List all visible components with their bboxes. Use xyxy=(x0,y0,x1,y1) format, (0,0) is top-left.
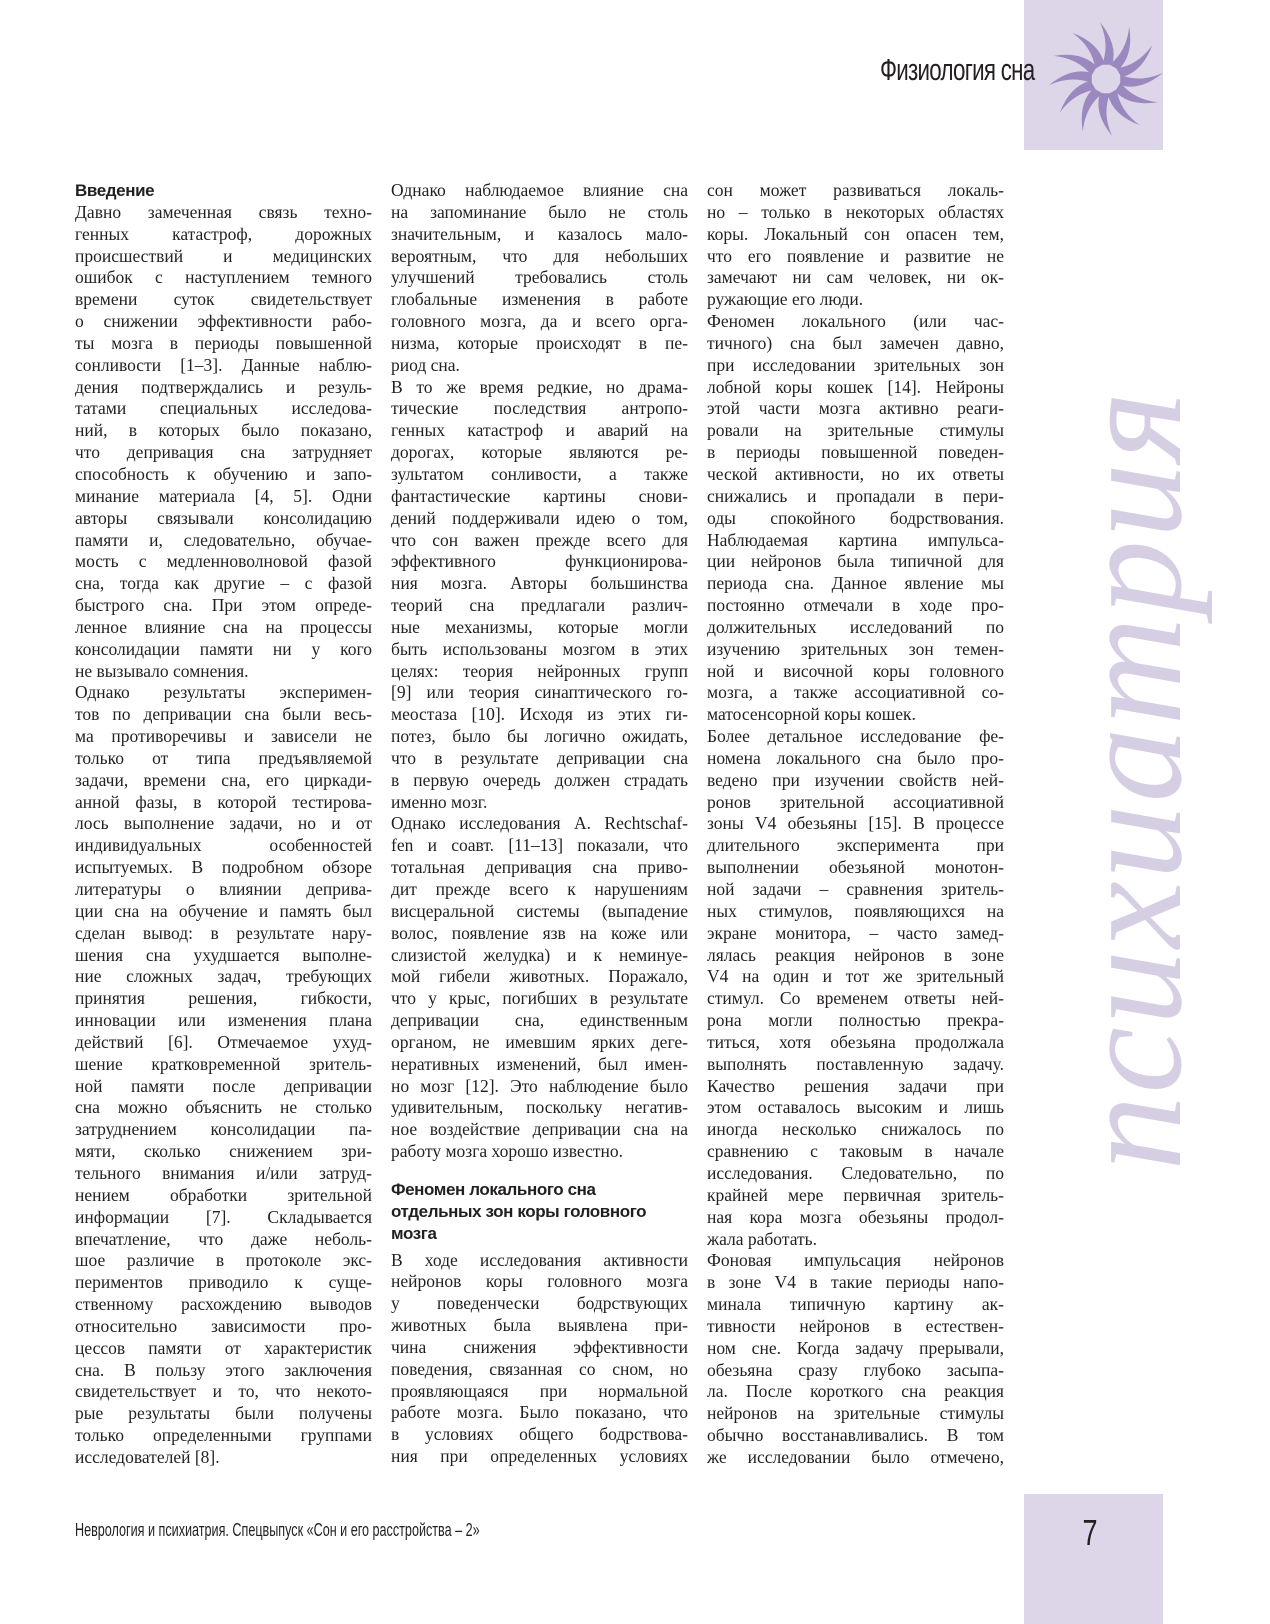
text-line: ния мозга. Авторы большинства xyxy=(391,573,688,594)
text-line: вероятным, что для небольших xyxy=(391,245,688,266)
text-line: ла. После короткого сна реакция xyxy=(707,1381,1004,1402)
text-line: Феномен локального (или час- xyxy=(707,311,1004,332)
text-line: что у крыс, погибших в результате xyxy=(391,988,688,1009)
text-line: выполнении обезьяной монотон- xyxy=(707,857,1004,878)
text-line: тельного внимания и/или затруд- xyxy=(75,1162,372,1183)
text-line: мяти, сколько снижением зри- xyxy=(75,1141,372,1162)
paragraph xyxy=(391,813,688,1163)
text-line: Фоновая импульсация нейронов xyxy=(707,1250,1004,1271)
text-line: ции сна на обучение и память был xyxy=(75,900,372,921)
text-line: сделан вывод: в результате нару- xyxy=(75,922,372,943)
text-line: слизистой желудка) и к неминуе- xyxy=(391,944,688,965)
text-line: авторы связывали консолидацию xyxy=(75,507,372,528)
text-line: обезьяна сразу глубоко засыпа- xyxy=(707,1359,1004,1380)
text-line: неративных изменений, был имен- xyxy=(391,1053,688,1074)
paragraph xyxy=(707,180,1004,311)
text-line: теорий сна предлагали различ- xyxy=(391,595,688,616)
paragraph xyxy=(391,180,688,377)
text-line: ческой активности, но их ответы xyxy=(707,463,1004,484)
text-line: дения подтверждались и резуль- xyxy=(75,376,372,397)
text-line: только от типа предъявляемой xyxy=(75,747,372,768)
text-line: индивидуальных особенностей xyxy=(75,835,372,856)
text-line: в условиях общего бодрствова- xyxy=(391,1424,688,1445)
text-line: тов по депривации сна были весь- xyxy=(75,704,372,725)
text-line: снижались и пропадали в пери- xyxy=(707,485,1004,506)
text-line: ний, в которых было показано, xyxy=(75,420,372,441)
paragraph xyxy=(75,682,372,1468)
text-line: что его появление и развитие не xyxy=(707,245,1004,266)
text-line: эффективного функционирова- xyxy=(391,551,688,572)
text-line: этом оставалось высоким и лишь xyxy=(707,1097,1004,1118)
text-line: именно мозг. xyxy=(391,791,488,812)
text-line: лось выполнение задачи, но и от xyxy=(75,813,372,834)
text-line: потез, было бы логично ожидать, xyxy=(391,726,688,747)
text-line: Качество решения задачи при xyxy=(707,1075,1004,1096)
text-line: В ходе исследования активности xyxy=(391,1249,688,1270)
text-line: ма противоречивы и зависели не xyxy=(75,726,372,747)
text-line: что сон важен прежде всего для xyxy=(391,529,688,550)
text-line: в периоды повышенной поведен- xyxy=(707,442,1004,463)
text-line: зультатом сонливости, а также xyxy=(391,463,688,484)
text-line: относительно зависимости про- xyxy=(75,1315,372,1336)
text-line: сна можно объяснить не столько xyxy=(75,1097,372,1118)
text-line: шения сна ухудшается выполне- xyxy=(75,944,372,965)
text-line: стимул. Со временем ответы ней- xyxy=(707,988,1004,1009)
text-line: экране монитора, – часто замед- xyxy=(707,922,1004,943)
text-line: лялась реакция нейронов в зоне xyxy=(707,944,1004,965)
text-line: татами специальных исследова- xyxy=(75,398,372,419)
heading-line: отдельных зон коры головного xyxy=(391,1201,647,1221)
text-line: ции нейронов была типичной для xyxy=(707,551,1004,572)
text-line: испытуемых. В подробном обзоре xyxy=(75,857,372,878)
text-line: дорогах, которые являются ре- xyxy=(391,442,688,463)
paragraph xyxy=(75,202,372,683)
text-line: титься, хотя обезьяна продолжала xyxy=(707,1031,1004,1052)
page-number: 7 xyxy=(1082,1512,1098,1553)
text-line: депривации сна, единственным xyxy=(391,1010,688,1031)
text-line: сна, тогда как другие – с фазой xyxy=(75,573,372,594)
paragraph xyxy=(707,1250,1004,1468)
text-line: замечают ни сам человек, ни ок- xyxy=(707,267,1004,288)
text-line: ной памяти после депривации xyxy=(75,1075,372,1096)
text-line: ошибок с наступлением темного xyxy=(75,267,372,288)
text-line: в первую очередь должен страдать xyxy=(391,769,688,790)
text-line: ронов зрительной ассоциативной xyxy=(707,791,1004,812)
text-line: только определенными группами xyxy=(75,1425,372,1446)
text-line: fen и соавт. [11–13] показали, что xyxy=(391,835,688,856)
text-line: обычно восстанавливались. В том xyxy=(707,1425,1004,1446)
text-line: задачи, времени сна, его циркади- xyxy=(75,769,372,790)
text-line: Наблюдаемая картина импульса- xyxy=(707,529,1004,550)
heading-line: Феномен локального сна xyxy=(391,1179,596,1199)
text-line: постоянно отмечали в ходе про- xyxy=(707,595,1004,616)
text-line: исследователей [8]. xyxy=(75,1446,220,1467)
text-line: что в результате депривации сна xyxy=(391,747,688,768)
text-line: литературы о влиянии деприва- xyxy=(75,879,372,899)
text-line: В то же время редкие, но драма- xyxy=(391,376,688,397)
text-line: о снижении эффективности рабо- xyxy=(75,311,372,332)
text-line: Однако результаты эксперимен- xyxy=(75,682,372,703)
text-line: ных стимулов, появляющихся на xyxy=(707,900,1004,921)
text-line: зоны V4 обезьяны [15]. В процессе xyxy=(707,813,1004,834)
text-line: животных была выявлена при- xyxy=(391,1315,688,1336)
text-line: [9] или теория синаптического го- xyxy=(391,682,688,703)
text-line: минала типичную картину ак- xyxy=(707,1294,1004,1315)
text-line: тотальная депривация сна приво- xyxy=(391,857,688,878)
text-line: работе мозга. Было показано, что xyxy=(391,1402,688,1423)
text-line: периода сна. Данное явление мы xyxy=(707,573,1004,594)
text-line: быстрого сна. При этом опреде- xyxy=(75,595,372,616)
text-line: длительного эксперимента при xyxy=(707,835,1004,856)
column-1 xyxy=(75,180,372,1469)
text-line: в зоне V4 в такие периоды напо- xyxy=(707,1272,1004,1293)
text-line: нейронов коры головного мозга xyxy=(391,1271,688,1292)
text-line: что депривация сна затрудняет xyxy=(75,442,372,463)
text-line: нением обработки зрительной xyxy=(75,1184,372,1205)
text-line: удивительным, поскольку негатив- xyxy=(391,1097,688,1118)
text-line: ружающие его люди. xyxy=(707,289,864,310)
text-line: принятия решения, гибкости, xyxy=(75,988,372,1009)
text-line: дений поддерживали идею о том, xyxy=(391,507,688,528)
text-line: мой гибели животных. Поражало, xyxy=(391,966,688,987)
heading-line: мозга xyxy=(391,1223,437,1243)
text-line: цессов памяти от характеристик xyxy=(75,1337,372,1358)
text-line: крайней мере первичная зритель- xyxy=(707,1184,1004,1205)
paragraph xyxy=(707,311,1004,726)
paragraph xyxy=(391,377,688,814)
text-line: ное воздействие депривации сна на xyxy=(391,1119,688,1140)
text-line: способность к обучению и запо- xyxy=(75,463,372,484)
text-line: но мозг [12]. Это наблюдение было xyxy=(391,1075,688,1096)
text-line: генных катастроф и аварий на xyxy=(391,420,688,441)
text-line: свидетельствует и то, что некото- xyxy=(75,1381,372,1402)
text-line: ния при определенных условиях xyxy=(391,1446,688,1467)
text-line: проявляющаяся при нормальной xyxy=(391,1380,688,1401)
text-line: шение кратковременной зритель- xyxy=(75,1053,372,1074)
text-line: фантастические картины снови- xyxy=(391,485,688,506)
column-2 xyxy=(391,180,688,1468)
paragraph xyxy=(391,1250,688,1468)
text-line: ты мозга в периоды повышенной xyxy=(75,332,372,353)
text-line: матосенсорной коры кошек. xyxy=(707,704,916,725)
text-line: ние сложных задач, требующих xyxy=(75,966,372,987)
text-line: мозга, а также ассоциативной со- xyxy=(707,682,1004,703)
text-line: дит прежде всего к нарушениям xyxy=(391,879,688,899)
text-line: целях: теория нейронных групп xyxy=(391,660,688,681)
text-line: генных катастроф, дорожных xyxy=(75,223,372,244)
text-line: номена локального сна было про- xyxy=(707,747,1004,768)
text-line: происшествий и медицинских xyxy=(75,245,372,266)
text-line: нейронов на зрительные стимулы xyxy=(707,1403,1004,1424)
text-line: висцеральной системы (выпадение xyxy=(391,900,688,921)
text-line: значительным, и казалось мало- xyxy=(391,223,688,244)
text-line: V4 на один и тот же зрительный xyxy=(707,966,1004,987)
text-line: при исследовании зрительных зон xyxy=(707,354,1004,375)
text-line: иногда несколько снижалось по xyxy=(707,1119,1004,1140)
text-line: периментов приводило к суще- xyxy=(75,1272,372,1293)
text-line: ном сне. Когда задачу прерывали, xyxy=(707,1337,1004,1358)
running-head-section-title: Физиология сна xyxy=(880,52,1035,87)
text-line: выполнять поставленную задачу. xyxy=(707,1053,1004,1074)
text-line: консолидации памяти ни у кого xyxy=(75,638,372,659)
text-line: лобной коры кошек [14]. Нейроны xyxy=(707,376,1004,397)
text-line: ной и височной коры головного xyxy=(707,660,1004,681)
text-line: ведено при изучении свойств ней- xyxy=(707,769,1004,790)
text-line: ленное влияние сна на процессы xyxy=(75,616,372,637)
text-line: действий [6]. Отмечаемое ухуд- xyxy=(75,1031,372,1052)
text-line: Однако исследования A. Rechtschaf- xyxy=(391,813,688,834)
footer-journal-title: Неврология и психиатрия. Спецвыпуск «Сон и его расстройства – 2» xyxy=(75,1520,480,1540)
text-line: работу мозга хорошо известно. xyxy=(391,1141,624,1162)
text-line: органом, не имевшим ярких деге- xyxy=(391,1031,688,1052)
paragraph xyxy=(707,726,1004,1250)
text-line: коры. Локальный сон опасен тем, xyxy=(707,223,1004,244)
text-line: информации [7]. Складывается xyxy=(75,1206,372,1227)
text-line: но – только в некоторых областях xyxy=(707,201,1004,222)
text-line: изучению зрительных зон темен- xyxy=(707,638,1004,659)
text-line: затруднением консолидации па- xyxy=(75,1119,372,1140)
text-line: должительных исследований по xyxy=(707,616,1004,637)
text-line: ная кора мозга обезьяны продол- xyxy=(707,1206,1004,1227)
text-line: не вызывало сомнения. xyxy=(75,660,249,681)
text-line: головного мозга, да и всего орга- xyxy=(391,311,688,332)
text-line: тичного) сна был замечен давно, xyxy=(707,332,1004,353)
text-line: тические последствия антропо- xyxy=(391,398,688,419)
text-line: на запоминание было не столь xyxy=(391,201,688,222)
text-line: этой части мозга активно реаги- xyxy=(707,398,1004,419)
text-line: же исследовании было отмечено, xyxy=(707,1446,1004,1467)
text-line: оды спокойного бодрствования. xyxy=(707,507,1004,528)
text-line: риод сна. xyxy=(391,354,460,375)
text-line: у поведенчески бодрствующих xyxy=(391,1293,688,1314)
text-line: ровали на зрительные стимулы xyxy=(707,420,1004,441)
text-line: памяти и, следовательно, обучае- xyxy=(75,529,372,550)
text-line: глобальные изменения в работе xyxy=(391,289,688,310)
text-line: сон может развиваться локаль- xyxy=(707,180,1004,200)
side-decoration-word: психиатрия xyxy=(1047,389,1213,1171)
text-line: поведения, связанная со сном, но xyxy=(391,1358,688,1379)
text-line: анной фазы, в которой тестирова- xyxy=(75,791,372,812)
column-3 xyxy=(707,180,1004,1469)
text-line: рона могли полностью прекра- xyxy=(707,1010,1004,1031)
text-line: впечатление, что даже неболь- xyxy=(75,1228,372,1249)
text-line: улучшений требовались столь xyxy=(391,267,688,288)
text-line: минание материала [4, 5]. Одни xyxy=(75,485,372,506)
section-heading xyxy=(75,180,372,202)
text-line: шое различие в протоколе экс- xyxy=(75,1250,372,1271)
text-line: рые результаты были получены xyxy=(75,1403,372,1424)
text-line: ственному расхождению выводов xyxy=(75,1294,372,1315)
text-line: жала работать. xyxy=(707,1228,818,1249)
text-line: меостаза [10]. Исходя из этих ги- xyxy=(391,704,688,725)
heading-line: Введение xyxy=(75,181,155,200)
text-line: тивности нейронов в естествен- xyxy=(707,1315,1004,1336)
text-line: инновации или изменения плана xyxy=(75,1010,372,1031)
text-line: чина снижения эффективности xyxy=(391,1336,688,1357)
text-line: быть использованы мозгом в этих xyxy=(391,638,688,659)
text-line: сравнению с таковым в начале xyxy=(707,1141,1004,1162)
text-line: сна. В пользу этого заключения xyxy=(75,1359,372,1380)
text-line: ные механизмы, которые могли xyxy=(391,616,688,637)
text-line: мость с медленноволновой фазой xyxy=(75,551,372,572)
text-line: Однако наблюдаемое влияние сна xyxy=(391,180,688,200)
text-line: ной задачи – сравнения зритель- xyxy=(707,879,1004,899)
text-line: сонливости [1–3]. Данные наблю- xyxy=(75,354,372,375)
text-line: Более детальное исследование фе- xyxy=(707,726,1004,747)
text-line: исследования. Следовательно, по xyxy=(707,1162,1004,1183)
section-heading xyxy=(391,1179,688,1245)
text-line: низма, которые происходят в пе- xyxy=(391,332,688,353)
text-line: времени суток свидетельствует xyxy=(75,289,372,310)
text-line: Давно замеченная связь техно- xyxy=(75,201,372,222)
text-line: волос, появление язв на коже или xyxy=(391,922,688,943)
sun-icon xyxy=(1045,18,1167,140)
